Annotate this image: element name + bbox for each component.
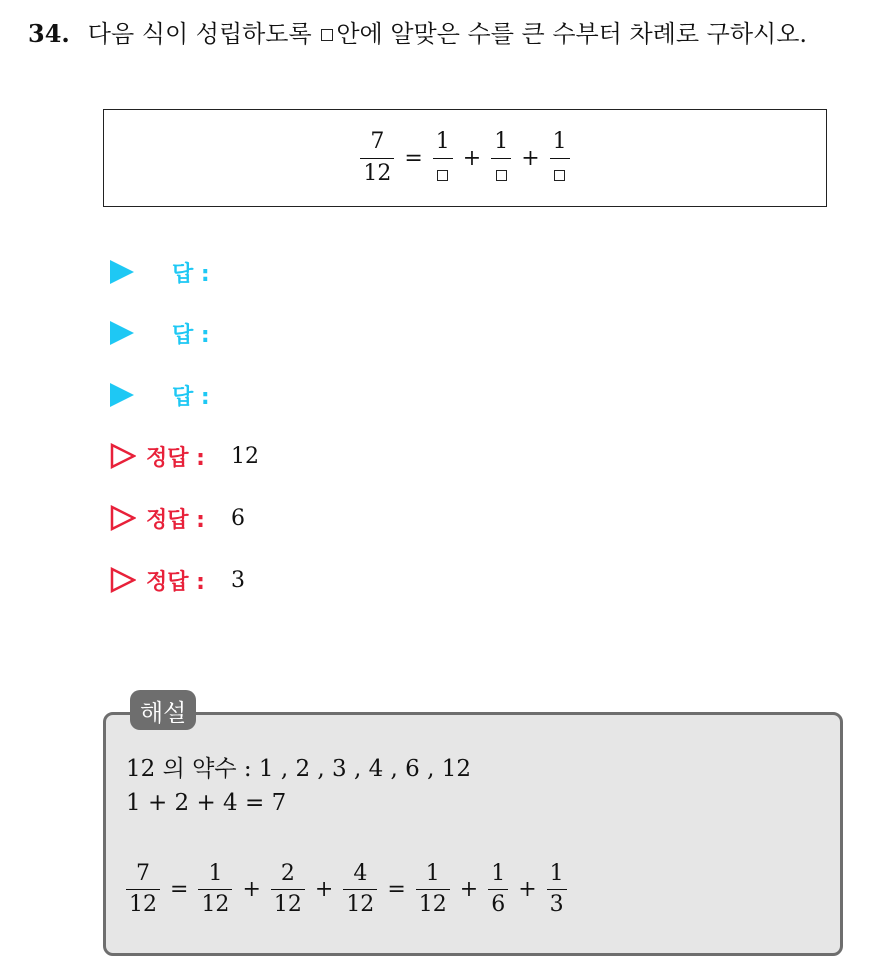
explanation-fraction (343, 862, 377, 917)
key-label: 정답 : (146, 445, 205, 471)
plus-sign: + (314, 877, 334, 903)
outline-triangle-icon (110, 567, 136, 593)
plus-sign: + (521, 145, 540, 171)
fraction-term-2 (491, 130, 511, 185)
answer-row-2[interactable] (110, 318, 236, 348)
filled-triangle-icon (110, 260, 134, 284)
answer-label: 답 : (172, 322, 210, 348)
key-row-2 (110, 503, 245, 533)
explanation-fraction (271, 862, 305, 917)
fraction-numerator: 1 (435, 129, 450, 155)
fraction-denominator: 3 (547, 889, 567, 917)
fraction-denominator: 12 (416, 889, 450, 917)
blank-box-icon (321, 29, 333, 41)
plus-sign: + (242, 877, 261, 903)
explanation-fraction (416, 862, 450, 917)
fraction-numerator: 1 (494, 129, 509, 155)
explanation-fraction (547, 862, 567, 917)
fraction-denominator: 12 (271, 889, 305, 917)
fraction-denominator: 12 (343, 889, 377, 917)
explanation-fraction (488, 862, 508, 917)
fraction-denominator: 12 (198, 889, 232, 917)
fraction-numerator: 7 (370, 129, 385, 155)
fraction-numerator: 1 (425, 861, 440, 886)
filled-triangle-icon (110, 383, 134, 407)
fraction-numerator: 1 (208, 861, 223, 886)
plus-sign: + (518, 877, 537, 903)
fraction-term-1 (433, 130, 453, 185)
fraction-numerator: 2 (280, 861, 295, 886)
fraction-denominator (491, 158, 511, 186)
outline-triangle-icon (110, 443, 136, 469)
equals-sign: = (170, 877, 189, 903)
key-label: 정답 : (146, 507, 205, 533)
question-text (28, 14, 807, 49)
answer-label: 답 : (172, 261, 210, 287)
key-value: 6 (230, 505, 245, 531)
filled-triangle-icon (110, 321, 134, 345)
question-text-before: 다음 식이 성립하도록 (87, 20, 312, 48)
fraction-numerator: 1 (552, 129, 567, 155)
answer-row-3[interactable] (110, 380, 236, 410)
explanation-fraction (126, 862, 160, 917)
equals-sign: = (387, 877, 406, 903)
fraction-denominator: 12 (360, 158, 394, 186)
explanation-line-1: 12 의 약수 : 1 , 2 , 3 , 4 , 6 , 12 (126, 756, 472, 782)
fraction-numerator: 1 (549, 861, 564, 886)
fraction-denominator (433, 158, 453, 186)
key-row-1 (110, 441, 259, 471)
fraction-denominator (550, 158, 570, 186)
key-row-3 (110, 565, 245, 595)
answer-label: 답 : (172, 384, 210, 410)
fraction-numerator: 7 (136, 861, 150, 886)
explanation-fraction (198, 862, 232, 917)
fraction-denominator: 12 (126, 889, 160, 917)
plus-sign: + (462, 145, 482, 171)
fraction-lhs (360, 130, 394, 185)
question-number: 34. (28, 19, 70, 48)
equals-sign: = (404, 145, 423, 171)
key-value: 3 (230, 567, 245, 593)
equation-box (103, 109, 827, 207)
explanation-box (103, 712, 843, 956)
fraction-numerator: 1 (491, 861, 506, 886)
key-value: 12 (230, 443, 259, 469)
explanation-equation (122, 862, 571, 917)
fraction-numerator: 4 (353, 861, 368, 886)
plus-sign: + (459, 877, 479, 903)
answer-row-1[interactable] (110, 257, 236, 287)
outline-triangle-icon (110, 505, 136, 531)
question-text-after: 안에 알맞은 수를 큰 수부터 차례로 구하시오. (336, 20, 808, 48)
blank-box-icon (554, 170, 565, 181)
fraction-term-3 (550, 130, 570, 185)
equation (104, 110, 826, 206)
blank-box-icon (496, 170, 507, 181)
key-label: 정답 : (146, 569, 205, 595)
explanation-line-2: 1 + 2 + 4 = 7 (126, 790, 287, 816)
blank-box-icon (437, 170, 448, 181)
explanation-tab: 해설 (130, 690, 196, 730)
fraction-denominator: 6 (488, 889, 508, 917)
